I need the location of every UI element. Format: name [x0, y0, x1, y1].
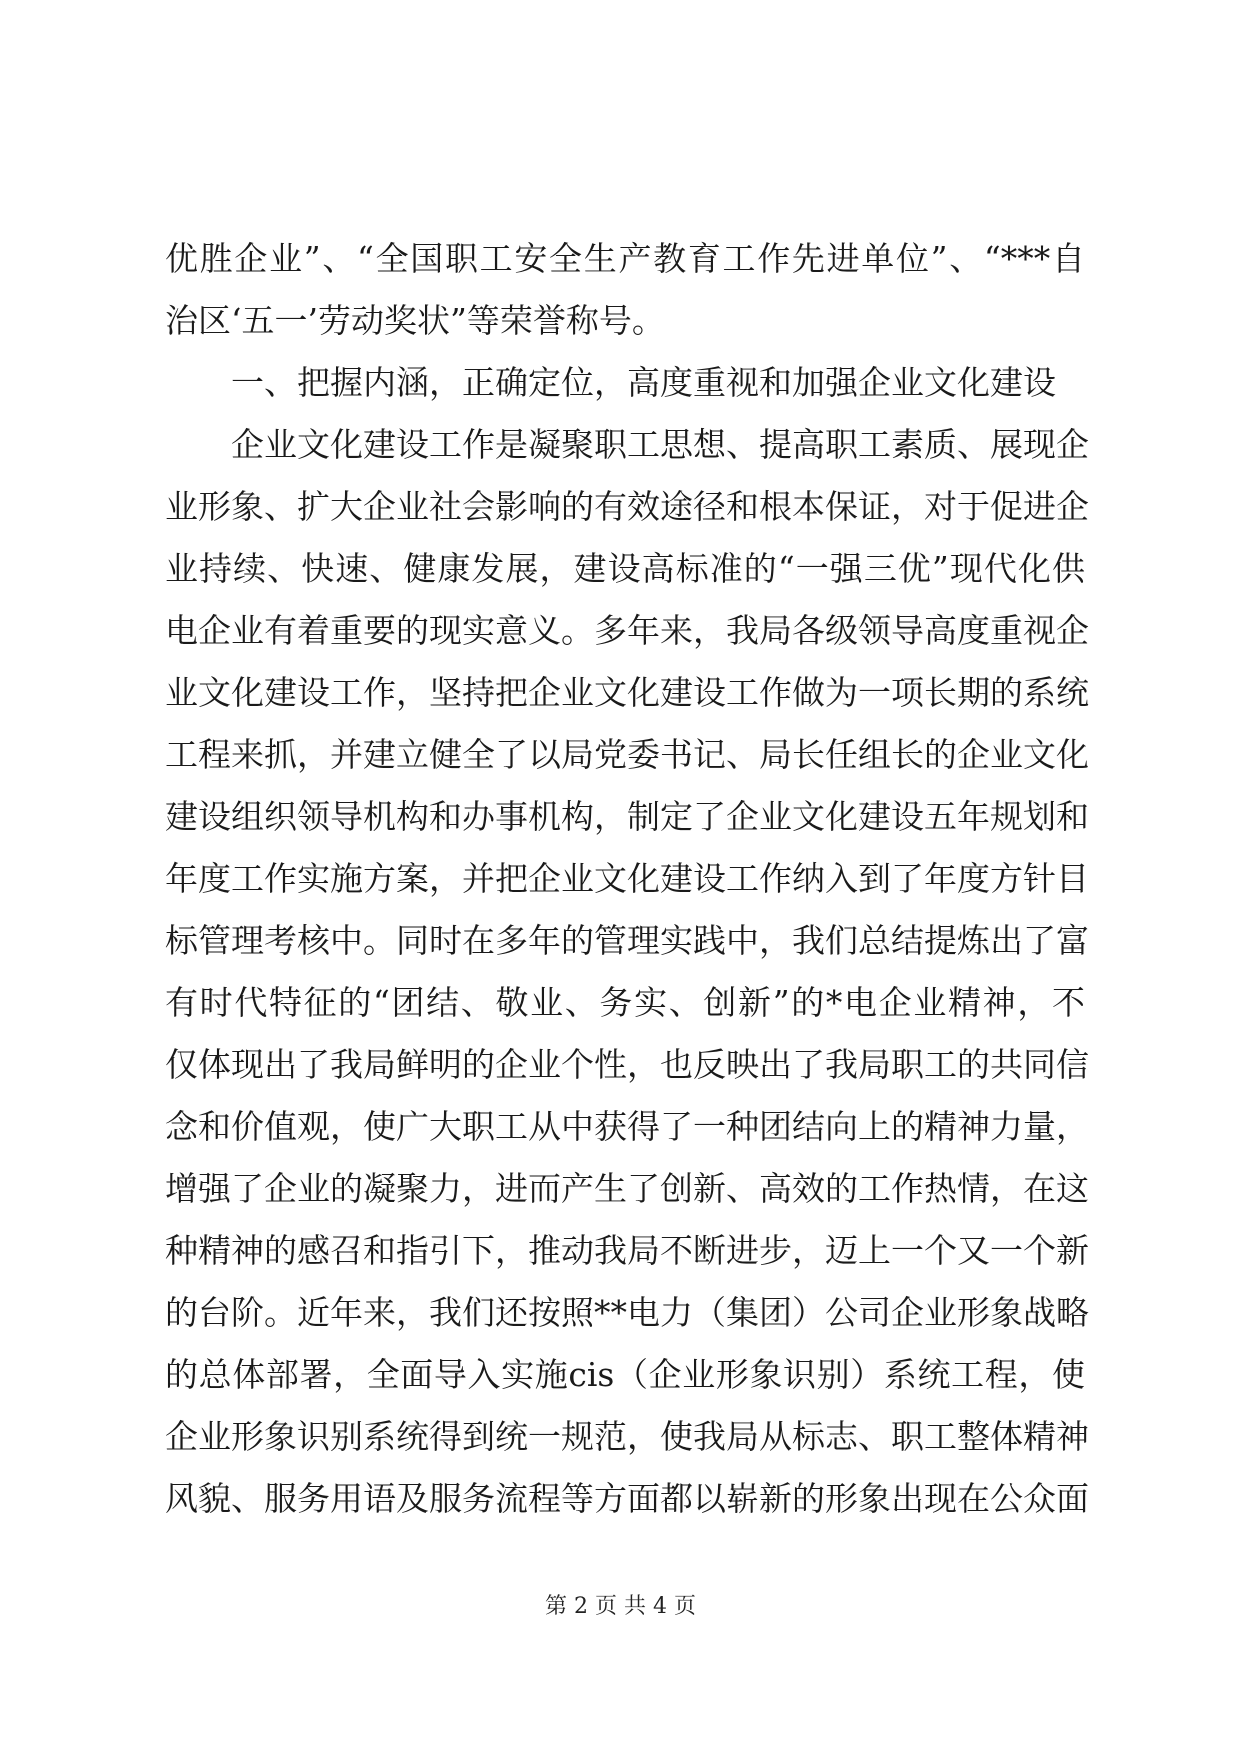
section-heading: 一、把握内涵，正确定位，高度重视和加强企业文化建设 — [231, 363, 1056, 402]
text-line: 工程来抓，并建立健全了以局党委书记、局长任组长的企业文化 — [165, 735, 1089, 774]
text-line: 的总体部署，全面导入实施cis（企业形象识别）系统工程，使 — [165, 1355, 1085, 1394]
text-line: 念和价值观，使广大职工从中获得了一种团结向上的精神力量， — [165, 1107, 1089, 1146]
text-line: 业持续、快速、健康发展，建设高标准的“一强三优”现代化供 — [165, 549, 1085, 588]
document-body — [165, 228, 1089, 1530]
page-footer: 第 2 页 共 4 页 — [545, 1594, 696, 1619]
text-line: 增强了企业的凝聚力，进而产生了创新、高效的工作热情，在这 — [165, 1169, 1089, 1208]
text-line: 年度工作实施方案，并把企业文化建设工作纳入到了年度方针目 — [165, 859, 1089, 898]
text-line: 企业形象识别系统得到统一规范，使我局从标志、职工整体精神 — [165, 1417, 1089, 1456]
text-line: 种精神的感召和指引下，推动我局不断进步，迈上一个又一个新 — [165, 1231, 1089, 1270]
text-line: 业形象、扩大企业社会影响的有效途径和根本保证，对于促进企 — [165, 487, 1089, 526]
text-line: 仅体现出了我局鲜明的企业个性，也反映出了我局职工的共同信 — [165, 1045, 1089, 1084]
text-line: 优胜企业”、“全国职工安全生产教育工作先进单位”、“***自 — [165, 239, 1085, 278]
text-line: 有时代特征的“团结、敬业、务实、创新”的*电企业精神，不 — [165, 983, 1085, 1022]
text-line: 治区‘五一’劳动奖状”等荣誉称号。 — [165, 301, 665, 340]
text-line: 电企业有着重要的现实意义。多年来，我局各级领导高度重视企 — [165, 611, 1089, 650]
text-line: 风貌、服务用语及服务流程等方面都以崭新的形象出现在公众面 — [165, 1479, 1089, 1518]
text-line: 业文化建设工作，坚持把企业文化建设工作做为一项长期的系统 — [165, 673, 1089, 712]
text-line: 标管理考核中。同时在多年的管理实践中，我们总结提炼出了富 — [165, 921, 1089, 960]
text-line: 建设组织领导机构和办事机构，制定了企业文化建设五年规划和 — [165, 797, 1089, 836]
text-line: 的台阶。近年来，我们还按照**电力（集团）公司企业形象战略 — [165, 1293, 1089, 1332]
text-line: 企业文化建设工作是凝聚职工思想、提高职工素质、展现企 — [231, 425, 1089, 464]
